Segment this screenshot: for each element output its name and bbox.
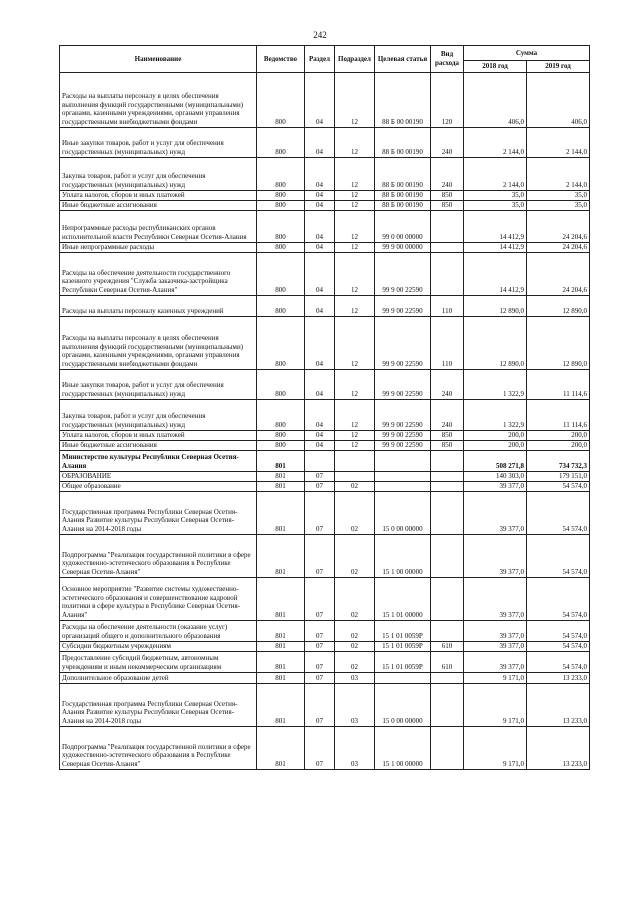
- cell-vid-rashoda: 240: [431, 127, 464, 157]
- cell-sum-2019: 200,0: [527, 430, 590, 440]
- cell-razdel: 04: [305, 72, 335, 127]
- cell-podrazdel: [335, 471, 375, 481]
- cell-cel-statya: 99 9 00 22590: [375, 440, 431, 450]
- cell-sum-2019: 35,0: [527, 190, 590, 200]
- cell-podrazdel: 02: [335, 577, 375, 620]
- cell-sum-2019: 12 890,0: [527, 316, 590, 369]
- cell-sum-2019: 12 890,0: [527, 295, 590, 316]
- table-row: [60, 430, 590, 440]
- cell-ved: 800: [257, 210, 305, 242]
- cell-sum-2019: 54 574,0: [527, 620, 590, 641]
- cell-cel-statya: 88 Б 00 00190: [375, 190, 431, 200]
- table-row: [60, 491, 590, 534]
- table-row: [60, 440, 590, 450]
- header-podrazdel: Подраздел: [335, 46, 375, 73]
- table-row: [60, 641, 590, 651]
- cell-sum-2019: 24 204,6: [527, 210, 590, 242]
- cell-cel-statya: 99 9 00 22590: [375, 430, 431, 440]
- cell-podrazdel: 12: [335, 440, 375, 450]
- cell-vid-rashoda: 850: [431, 430, 464, 440]
- cell-sum-2019: 13 233,0: [527, 672, 590, 683]
- cell-vid-rashoda: 850: [431, 190, 464, 200]
- cell-cel-statya: [375, 471, 431, 481]
- table-row: [60, 577, 590, 620]
- budget-table: [59, 45, 590, 770]
- cell-razdel: 07: [305, 726, 335, 769]
- cell-razdel: 07: [305, 471, 335, 481]
- cell-podrazdel: 03: [335, 672, 375, 683]
- cell-razdel: 04: [305, 242, 335, 252]
- table-row: [60, 127, 590, 157]
- cell-name: Иные непрограммные расходы: [60, 242, 257, 252]
- table-row: [60, 316, 590, 369]
- table-row: [60, 399, 590, 430]
- cell-razdel: 04: [305, 369, 335, 399]
- cell-sum-2018: 39 377,0: [464, 577, 527, 620]
- table-row: [60, 450, 590, 471]
- cell-vid-rashoda: 120: [431, 72, 464, 127]
- cell-name: Подпрограмма "Реализация государственной политики в сфере художественно-эстетического образования в Республике Северная Осетия-Алания": [60, 726, 257, 769]
- cell-name: Государственная программа Республики Северная Осетия-Алания Развитие культуры Республики Северная Осетия-Алания на 2014-2018 годы: [60, 491, 257, 534]
- table-row: [60, 200, 590, 210]
- cell-podrazdel: 12: [335, 210, 375, 242]
- cell-razdel: 07: [305, 672, 335, 683]
- cell-sum-2018: 12 890,0: [464, 295, 527, 316]
- cell-sum-2018: 1 322,9: [464, 369, 527, 399]
- cell-razdel: 04: [305, 316, 335, 369]
- cell-vid-rashoda: 240: [431, 399, 464, 430]
- cell-sum-2018: 35,0: [464, 190, 527, 200]
- cell-cel-statya: 88 Б 00 00190: [375, 72, 431, 127]
- cell-razdel: 07: [305, 481, 335, 491]
- cell-podrazdel: [335, 450, 375, 471]
- cell-razdel: 07: [305, 491, 335, 534]
- cell-vid-rashoda: 110: [431, 316, 464, 369]
- cell-ved: 801: [257, 620, 305, 641]
- table-body: [60, 72, 590, 769]
- cell-sum-2019: 179 151,0: [527, 471, 590, 481]
- cell-sum-2019: 54 574,0: [527, 641, 590, 651]
- cell-sum-2019: 2 144,0: [527, 157, 590, 190]
- cell-sum-2019: 54 574,0: [527, 481, 590, 491]
- cell-ved: 800: [257, 190, 305, 200]
- table-row: [60, 72, 590, 127]
- cell-podrazdel: 12: [335, 157, 375, 190]
- cell-razdel: 04: [305, 399, 335, 430]
- cell-name: Закупка товаров, работ и услуг для обеспечения государственных (муниципальных) нужд: [60, 399, 257, 430]
- cell-sum-2018: 14 412,9: [464, 242, 527, 252]
- table-row: [60, 190, 590, 200]
- cell-cel-statya: 88 Б 00 00190: [375, 127, 431, 157]
- cell-razdel: 04: [305, 200, 335, 210]
- cell-sum-2019: 54 574,0: [527, 577, 590, 620]
- cell-podrazdel: 03: [335, 683, 375, 726]
- cell-ved: 800: [257, 127, 305, 157]
- cell-sum-2018: 39 377,0: [464, 491, 527, 534]
- table-row: [60, 683, 590, 726]
- cell-ved: 800: [257, 72, 305, 127]
- cell-razdel: 04: [305, 295, 335, 316]
- cell-sum-2019: 734 732,3: [527, 450, 590, 471]
- table-row: [60, 651, 590, 672]
- cell-ved: 801: [257, 726, 305, 769]
- cell-sum-2019: 13 233,0: [527, 683, 590, 726]
- cell-ved: 800: [257, 242, 305, 252]
- cell-cel-statya: 15 1 01 0059Р: [375, 620, 431, 641]
- cell-podrazdel: 03: [335, 726, 375, 769]
- cell-vid-rashoda: 110: [431, 295, 464, 316]
- cell-podrazdel: 12: [335, 190, 375, 200]
- cell-ved: 801: [257, 471, 305, 481]
- cell-name: Иные закупки товаров, работ и услуг для обеспечения государственных (муниципальных) нужд: [60, 127, 257, 157]
- cell-name: Основное мероприятие "Развитие системы художественно-эстетического образования и совершенствование кадровой политики в сфере культуры в Республике Северная Осетия-Алания": [60, 577, 257, 620]
- table-row: [60, 620, 590, 641]
- cell-ved: 801: [257, 641, 305, 651]
- cell-vid-rashoda: 240: [431, 369, 464, 399]
- cell-sum-2019: 54 574,0: [527, 651, 590, 672]
- cell-sum-2018: 39 377,0: [464, 481, 527, 491]
- cell-name: Субсидии бюджетным учреждениям: [60, 641, 257, 651]
- cell-podrazdel: 02: [335, 491, 375, 534]
- cell-ved: 800: [257, 316, 305, 369]
- cell-razdel: 07: [305, 651, 335, 672]
- cell-ved: 801: [257, 534, 305, 577]
- header-ved: Ведомство: [257, 46, 305, 73]
- table-row: [60, 157, 590, 190]
- cell-ved: 800: [257, 440, 305, 450]
- cell-cel-statya: 15 1 00 00000: [375, 726, 431, 769]
- cell-cel-statya: [375, 481, 431, 491]
- cell-cel-statya: 15 1 01 0059Р: [375, 651, 431, 672]
- cell-cel-statya: 15 1 01 0059Р: [375, 641, 431, 651]
- cell-podrazdel: 12: [335, 200, 375, 210]
- cell-ved: 800: [257, 295, 305, 316]
- header-cel-statya: Целевая статья: [375, 46, 431, 73]
- cell-sum-2019: 406,0: [527, 72, 590, 127]
- cell-cel-statya: 99 9 00 00000: [375, 242, 431, 252]
- cell-sum-2018: 14 412,9: [464, 210, 527, 242]
- cell-sum-2019: 54 574,0: [527, 491, 590, 534]
- header-name: Наименование: [60, 46, 257, 73]
- cell-sum-2018: 39 377,0: [464, 651, 527, 672]
- cell-sum-2018: 2 144,0: [464, 157, 527, 190]
- cell-razdel: 07: [305, 641, 335, 651]
- cell-name: Расходы на обеспечение деятельности (оказание услуг) организаций общего и дополнительного образования: [60, 620, 257, 641]
- cell-vid-rashoda: [431, 450, 464, 471]
- cell-name: ОБРАЗОВАНИЕ: [60, 471, 257, 481]
- cell-razdel: 04: [305, 430, 335, 440]
- cell-razdel: [305, 450, 335, 471]
- cell-name: Министерство культуры Республики Северная Осетия-Алания: [60, 450, 257, 471]
- cell-sum-2018: 39 377,0: [464, 620, 527, 641]
- cell-podrazdel: 12: [335, 316, 375, 369]
- cell-razdel: 04: [305, 157, 335, 190]
- cell-vid-rashoda: [431, 577, 464, 620]
- cell-cel-statya: 88 Б 00 00190: [375, 157, 431, 190]
- cell-sum-2019: 13 233,0: [527, 726, 590, 769]
- cell-cel-statya: 99 9 00 22590: [375, 252, 431, 295]
- cell-sum-2018: 508 271,8: [464, 450, 527, 471]
- cell-podrazdel: 12: [335, 399, 375, 430]
- cell-sum-2019: 2 144,0: [527, 127, 590, 157]
- cell-ved: 800: [257, 200, 305, 210]
- table-row: [60, 210, 590, 242]
- table-row: [60, 481, 590, 491]
- cell-razdel: 04: [305, 440, 335, 450]
- cell-sum-2019: 54 574,0: [527, 534, 590, 577]
- cell-sum-2018: 14 412,9: [464, 252, 527, 295]
- cell-ved: 801: [257, 672, 305, 683]
- table-row: [60, 534, 590, 577]
- cell-cel-statya: 99 9 00 22590: [375, 369, 431, 399]
- cell-vid-rashoda: [431, 491, 464, 534]
- cell-podrazdel: 02: [335, 534, 375, 577]
- cell-sum-2018: 9 171,0: [464, 726, 527, 769]
- header-summa: Сумма: [464, 46, 590, 61]
- cell-podrazdel: 12: [335, 430, 375, 440]
- cell-cel-statya: 15 1 01 00000: [375, 577, 431, 620]
- cell-razdel: 07: [305, 683, 335, 726]
- table-row: [60, 252, 590, 295]
- cell-sum-2018: 9 171,0: [464, 672, 527, 683]
- cell-sum-2018: 12 890,0: [464, 316, 527, 369]
- cell-sum-2018: 200,0: [464, 430, 527, 440]
- cell-cel-statya: 99 9 00 22590: [375, 399, 431, 430]
- cell-sum-2019: 11 114,6: [527, 399, 590, 430]
- cell-ved: 800: [257, 369, 305, 399]
- cell-ved: 801: [257, 651, 305, 672]
- cell-podrazdel: 12: [335, 127, 375, 157]
- cell-name: Закупка товаров, работ и услуг для обеспечения государственных (муниципальных) нужд: [60, 157, 257, 190]
- cell-vid-rashoda: [431, 210, 464, 242]
- table-row: [60, 242, 590, 252]
- cell-sum-2018: 406,0: [464, 72, 527, 127]
- cell-razdel: 04: [305, 190, 335, 200]
- cell-ved: 801: [257, 683, 305, 726]
- cell-name: Иные закупки товаров, работ и услуг для обеспечения государственных (муниципальных) нужд: [60, 369, 257, 399]
- cell-razdel: 04: [305, 252, 335, 295]
- cell-razdel: 07: [305, 577, 335, 620]
- cell-sum-2019: 24 204,6: [527, 242, 590, 252]
- table-row: [60, 471, 590, 481]
- cell-podrazdel: 12: [335, 242, 375, 252]
- cell-sum-2018: 35,0: [464, 200, 527, 210]
- cell-name: Подпрограмма "Реализация государственной политики в сфере художественно-эстетического образования в Республике Северная Осетия-Алания": [60, 534, 257, 577]
- cell-sum-2019: 200,0: [527, 440, 590, 450]
- cell-cel-statya: 99 0 00 00000: [375, 210, 431, 242]
- table-row: [60, 369, 590, 399]
- cell-podrazdel: 02: [335, 641, 375, 651]
- cell-vid-rashoda: [431, 252, 464, 295]
- cell-vid-rashoda: [431, 726, 464, 769]
- cell-name: Иные бюджетные ассигнования: [60, 200, 257, 210]
- cell-vid-rashoda: [431, 672, 464, 683]
- cell-ved: 800: [257, 157, 305, 190]
- cell-name: Государственная программа Республики Северная Осетия-Алания Развитие культуры Республики Северная Осетия-Алания на 2014-2018 годы: [60, 683, 257, 726]
- cell-name: Предоставление субсидий бюджетным, автономным учреждениям и иным некоммерческим организациям: [60, 651, 257, 672]
- cell-sum-2018: 2 144,0: [464, 127, 527, 157]
- cell-sum-2018: 39 377,0: [464, 641, 527, 651]
- cell-podrazdel: 12: [335, 369, 375, 399]
- cell-cel-statya: 15 0 00 00000: [375, 683, 431, 726]
- cell-ved: 800: [257, 252, 305, 295]
- cell-name: Расходы на выплаты персоналу в целях обеспечения выполнения функций государственными (муниципальными) органами, казенными учреждениями, органами управления государственными внебюджетными фондами: [60, 72, 257, 127]
- cell-cel-statya: [375, 450, 431, 471]
- cell-sum-2018: 200,0: [464, 440, 527, 450]
- page-number: 242: [313, 30, 327, 40]
- cell-podrazdel: 02: [335, 481, 375, 491]
- cell-ved: 800: [257, 430, 305, 440]
- cell-sum-2018: 1 322,9: [464, 399, 527, 430]
- cell-vid-rashoda: 610: [431, 641, 464, 651]
- cell-ved: 801: [257, 577, 305, 620]
- cell-ved: 801: [257, 481, 305, 491]
- cell-razdel: 07: [305, 534, 335, 577]
- cell-vid-rashoda: [431, 683, 464, 726]
- cell-vid-rashoda: 240: [431, 157, 464, 190]
- cell-podrazdel: 02: [335, 651, 375, 672]
- cell-razdel: 04: [305, 127, 335, 157]
- header-vid-rashoda: Вид расхода: [431, 46, 464, 73]
- cell-cel-statya: 15 0 00 00000: [375, 491, 431, 534]
- cell-podrazdel: 12: [335, 252, 375, 295]
- cell-name: Дополнительное образование детей: [60, 672, 257, 683]
- cell-vid-rashoda: [431, 534, 464, 577]
- cell-sum-2019: 24 204,6: [527, 252, 590, 295]
- table-row: [60, 295, 590, 316]
- cell-podrazdel: 02: [335, 620, 375, 641]
- table-header: [60, 46, 590, 73]
- cell-cel-statya: 15 1 00 00000: [375, 534, 431, 577]
- cell-sum-2018: 140 303,0: [464, 471, 527, 481]
- cell-name: Общее образование: [60, 481, 257, 491]
- cell-razdel: 04: [305, 210, 335, 242]
- cell-sum-2019: 35,0: [527, 200, 590, 210]
- cell-vid-rashoda: 850: [431, 440, 464, 450]
- cell-vid-rashoda: [431, 620, 464, 641]
- cell-vid-rashoda: [431, 242, 464, 252]
- cell-ved: 800: [257, 399, 305, 430]
- cell-cel-statya: 99 9 00 22590: [375, 295, 431, 316]
- cell-sum-2018: 9 171,0: [464, 683, 527, 726]
- cell-name: Непрограммные расходы республиканских органов исполнительной власти Республики Северная Осетия-Алания: [60, 210, 257, 242]
- cell-podrazdel: 12: [335, 72, 375, 127]
- cell-razdel: 07: [305, 620, 335, 641]
- cell-sum-2018: 39 377,0: [464, 534, 527, 577]
- cell-name: Уплата налогов, сборов и иных платежей: [60, 190, 257, 200]
- cell-cel-statya: 99 9 00 22590: [375, 316, 431, 369]
- header-year-2019: 2019 год: [527, 61, 590, 73]
- cell-cel-statya: 88 Б 00 00190: [375, 200, 431, 210]
- cell-name: Уплата налогов, сборов и иных платежей: [60, 430, 257, 440]
- cell-podrazdel: 12: [335, 295, 375, 316]
- cell-ved: 801: [257, 450, 305, 471]
- cell-name: Расходы на выплаты персоналу в целях обеспечения выполнения функций государственными (муниципальными) органами, казенными учреждениями, органами управления государственными внебюджетными фондами: [60, 316, 257, 369]
- cell-name: Расходы на обеспечение деятельности государственного казенного учреждения "Служба заказчика-застройщика Республики Северная Осетия-Алания": [60, 252, 257, 295]
- cell-vid-rashoda: 610: [431, 651, 464, 672]
- cell-sum-2019: 11 114,6: [527, 369, 590, 399]
- cell-ved: 801: [257, 491, 305, 534]
- cell-vid-rashoda: 850: [431, 200, 464, 210]
- cell-cel-statya: [375, 672, 431, 683]
- header-razdel: Раздел: [305, 46, 335, 73]
- table-row: [60, 672, 590, 683]
- table-row: [60, 726, 590, 769]
- cell-vid-rashoda: [431, 471, 464, 481]
- cell-name: Иные бюджетные ассигнования: [60, 440, 257, 450]
- header-year-2018: 2018 год: [464, 61, 527, 73]
- cell-vid-rashoda: [431, 481, 464, 491]
- cell-name: Расходы на выплаты персоналу казенных учреждений: [60, 295, 257, 316]
